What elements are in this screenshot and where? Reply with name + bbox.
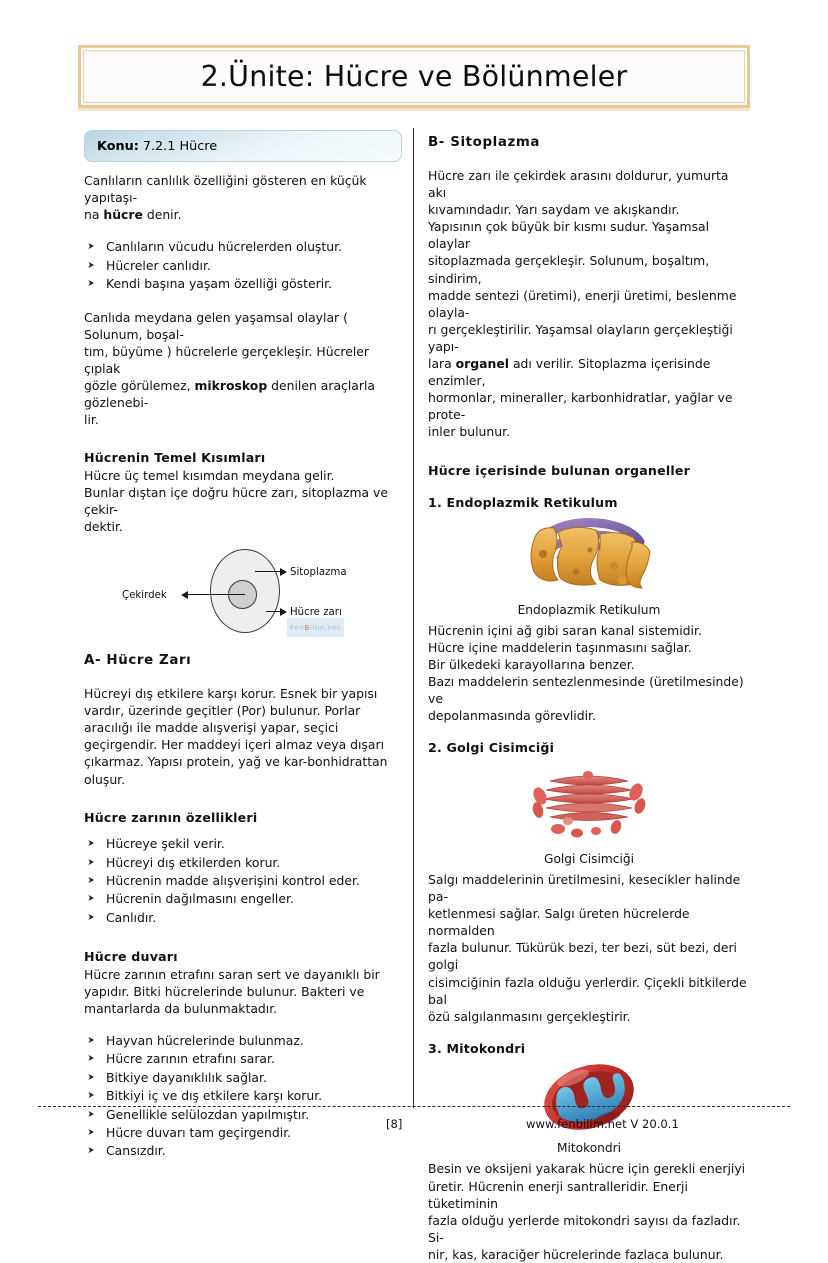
spacer	[84, 670, 406, 685]
membrane-arrow-head-icon	[280, 608, 287, 616]
yasamsal-olaylar-paragraph	[84, 309, 406, 429]
cell-structure-diagram	[84, 541, 406, 637]
left-column	[84, 172, 406, 1161]
spacer	[84, 826, 406, 835]
intro-paragraph	[84, 172, 406, 223]
list-item: ➤ Hücre zarının etrafını sarar.	[106, 1050, 406, 1067]
temel-line-3: dektir.	[84, 518, 123, 534]
list-item: ➤ Hücrenin madde alışverişini kontrol eder.	[106, 872, 406, 889]
watermark-fenbilim	[287, 618, 344, 637]
sitoplazma-paragraph	[428, 167, 750, 441]
intro-line-2-post: denir.	[142, 207, 182, 223]
sito-line-7-pre: lara	[428, 356, 456, 372]
footer-divider	[38, 1106, 790, 1107]
figure-endoplasmic-reticulum	[428, 514, 750, 619]
er-line-5: depolanmasında görevlidir.	[428, 708, 596, 724]
list-item: ➤ Hücreyi dış etkilerden korur.	[106, 854, 406, 871]
heading-zar-ozellikleri: Hücre zarının özellikleri	[84, 809, 258, 825]
hucre-duvari-paragraph: Hücre zarının etrafını saran sert ve dayanıklı bir yapıdır. Bitki hücrelerinde bulunur. Bakteri ve mantarlarda da bulunmaktadır.	[84, 966, 380, 1016]
er-line-1: Hücrenin içini ağ gibi saran kanal sistemidir.	[428, 622, 702, 638]
intro-line-2-pre: na	[84, 207, 104, 223]
nucleus-arrow-head-icon	[181, 591, 188, 599]
heading-a-hucre-zari: A- Hücre Zarı	[84, 653, 192, 669]
sito-line-2: kıvamındadır. Yarı saydam ve akışkandır.	[428, 202, 680, 218]
mito-line-2: üretir. Hücrenin enerji santralleridir. Enerji tüketiminin	[428, 1178, 688, 1211]
column-divider	[413, 128, 414, 1108]
site-version: www.fenbilim.net V 20.0.1	[526, 1117, 679, 1131]
cytoplasm-arrow-line	[255, 571, 282, 572]
sito-line-9: inler bulunur.	[428, 424, 511, 440]
list-item: ➤ Hücreler canlıdır.	[106, 257, 406, 274]
list-item: ➤ Hücrenin dağılmasını engeller.	[106, 890, 406, 907]
er-line-2: Hücre içine maddelerin taşınmasını sağlar.	[428, 639, 692, 655]
spacer	[428, 441, 750, 462]
intro-line-1: Canlıların canlılık özelliğini gösteren en küçük yapıtaşı-	[84, 173, 367, 206]
sito-line-3: Yapısının çok büyük bir kısmı sudur. Yaşamsal olaylar	[428, 219, 710, 252]
sito-line-7-post: adı verilir. Sitoplazma içerisinde enzimler,	[428, 356, 711, 389]
caption-golgi-cisimcigi: Golgi Cisimciği	[544, 851, 634, 866]
sito-line-1: Hücre zarı ile çekirdek arasını doldurur, yumurta akı	[428, 168, 729, 201]
konu-box	[84, 130, 402, 162]
sito-line-5: madde sentezi (üretimi), enerji üretimi, beslenme olayla-	[428, 287, 737, 320]
golgi-line-4: cisimciğinin fazla olduğu yerlerdir. Çiçekli bitkilerde bal	[428, 974, 747, 1007]
heading-endoplazmik-retikulum: 1. Endoplazmik Retikulum	[428, 495, 618, 510]
sito-bold-term: organel	[455, 356, 509, 372]
list-item: ➤ Hücreye şekil verir.	[106, 835, 406, 852]
list-item: ➤ Kendi başına yaşam özelliği gösterir.	[106, 275, 406, 292]
caption-mitokondri: Mitokondri	[556, 1141, 622, 1156]
heading-b-sitoplazma: B- Sitoplazma	[428, 135, 541, 150]
spacer	[84, 788, 406, 809]
watermark-post: ilim.net	[309, 623, 341, 633]
right-column	[428, 134, 750, 1263]
cytoplasm-arrow-head-icon	[280, 568, 287, 576]
heading-temel-kisimlar: Hücrenin Temel Kısımları	[84, 450, 266, 466]
konu-label: Konu:	[97, 138, 139, 154]
para2-line-4: lir.	[84, 412, 99, 428]
er-description	[428, 622, 750, 725]
golgi-line-3: fazla bulunur. Tükürük bezi, ter bezi, süt bezi, deri golgi	[428, 940, 737, 973]
konu-value: 7.2.1 Hücre	[142, 138, 218, 154]
nucleus-arrow-line	[187, 594, 245, 595]
spacer	[84, 428, 406, 449]
temel-kisimlar-paragraph	[84, 467, 406, 535]
label-hucre-zari: Hücre zarı	[290, 607, 342, 619]
figure-golgi-apparatus	[428, 763, 750, 868]
spacer	[428, 479, 750, 494]
mito-line-1: Besin ve oksijeni yakarak hücre için gerekli enerjiyi	[428, 1161, 746, 1177]
temel-line-1: Hücre üç temel kısımdan meydana gelir.	[84, 467, 335, 483]
list-item: ➤ Cansızdır.	[106, 1142, 406, 1159]
para2-line-3-post: denilen araçlarla gözlenebi-	[84, 377, 376, 410]
list-item: ➤ Bitkiyi iç ve dış etkilere karşı korur.	[106, 1087, 406, 1104]
para2-line-3-pre: gözle görülemez,	[84, 377, 195, 393]
golgi-line-2: ketlenmesi sağlar. Salgı üreten hücrelerde normalden	[428, 906, 690, 939]
list-item: ➤ Canlıdır.	[106, 909, 406, 926]
heading-golgi-cisimcigi: 2. Golgi Cisimciği	[428, 740, 555, 756]
bullet-list-hucre	[84, 238, 406, 292]
spacer	[428, 152, 750, 167]
spacer	[84, 223, 406, 238]
mito-line-4: nir, kas, karaciğer hücrelerinde fazlaca bulunur.	[428, 1246, 724, 1262]
page-number: [8]	[386, 1117, 403, 1131]
golgi-line-1: Salgı maddelerinin üretilmesini, kesecikler halinde pa-	[428, 871, 741, 905]
bullet-list-hucre-duvari	[84, 1032, 406, 1160]
mito-line-3: fazla olduğu yerlerde mitokondri sayısı da fazladır. Si-	[428, 1212, 741, 1245]
list-item: ➤ Hayvan hücrelerinde bulunmaz.	[106, 1032, 406, 1049]
spacer	[84, 927, 406, 948]
heading-organeller: Hücre içerisinde bulunan organeller	[428, 462, 691, 478]
label-cekirdek: Çekirdek	[122, 590, 167, 602]
caption-endoplazmik-retikulum: Endoplazmik Retikulum	[517, 602, 661, 617]
list-item: ➤ Hücre duvarı tam geçirgendir.	[106, 1124, 406, 1141]
spacer	[84, 637, 406, 652]
intro-bold-term: hücre	[103, 207, 143, 223]
spacer	[428, 724, 750, 739]
golgi-apparatus-icon	[522, 763, 656, 847]
sito-line-8: hormonlar, mineraller, karbonhidratlar, yağlar ve prote-	[428, 390, 733, 423]
mitokondri-description	[428, 1160, 750, 1263]
para2-bold-term: mikroskop	[194, 377, 268, 393]
golgi-description	[428, 871, 750, 1025]
er-line-3: Bir ülkedeki karayollarına benzer.	[428, 656, 635, 672]
spacer	[428, 1025, 750, 1040]
watermark-mid: B	[304, 623, 310, 633]
page-title-banner	[78, 45, 750, 108]
temel-line-2: Bunlar dıştan içe doğru hücre zarı, sitoplazma ve çekir-	[84, 484, 389, 517]
endoplasmic-reticulum-icon	[514, 514, 664, 598]
label-sitoplazma: Sitoplazma	[290, 567, 347, 579]
spacer	[84, 1017, 406, 1032]
list-item: ➤ Genellikle selülozdan yapılmıştır.	[106, 1106, 406, 1123]
list-item: ➤ Bitkiye dayanıklılık sağlar.	[106, 1069, 406, 1086]
er-line-4: Bazı maddelerin sentezlenmesinde (üretilmesinde) ve	[428, 673, 744, 707]
golgi-line-5: özü salgılanmasını gerçekleştirir.	[428, 1008, 631, 1024]
page-title: 2.Ünite: Hücre ve Bölünmeler	[200, 60, 628, 93]
para2-line-1: Canlıda meydana gelen yaşamsal olaylar ( Solunum, boşal-	[84, 309, 348, 342]
sito-line-6: rı gerçekleştirilir. Yaşamsal olayların gerçekleştiği yapı-	[428, 321, 733, 354]
list-item: ➤ Canlıların vücudu hücrelerden oluştur.	[106, 238, 406, 255]
figure-mitochondrion	[428, 1062, 750, 1157]
bullet-list-zar-ozellikleri	[84, 835, 406, 926]
sito-line-4: sitoplazmada gerçekleşir. Solunum, boşaltım, sindirim,	[428, 253, 710, 286]
hucre-zari-paragraph: Hücreyi dış etkilere karşı korur. Esnek bir yapısı vardır, üzerinde geçitler (Por) bulunur. Porlar aracılığı ile madde alışverişi yapar, seçici geçirgendir. Her maddeyi içeri almaz veya dışarı çıkarmaz. Yapısı protein, yağ ve kar-bonhidrattan oluşur.	[84, 686, 388, 787]
para2-line-2: tım, büyüme ) hücrelerle gerçekleşir. Hücreler çıplak	[84, 343, 369, 376]
watermark-pre: Fen	[290, 623, 305, 633]
heading-mitokondri: 3. Mitokondri	[428, 1040, 526, 1056]
spacer	[84, 294, 406, 309]
heading-hucre-duvari: Hücre duvarı	[84, 949, 178, 965]
